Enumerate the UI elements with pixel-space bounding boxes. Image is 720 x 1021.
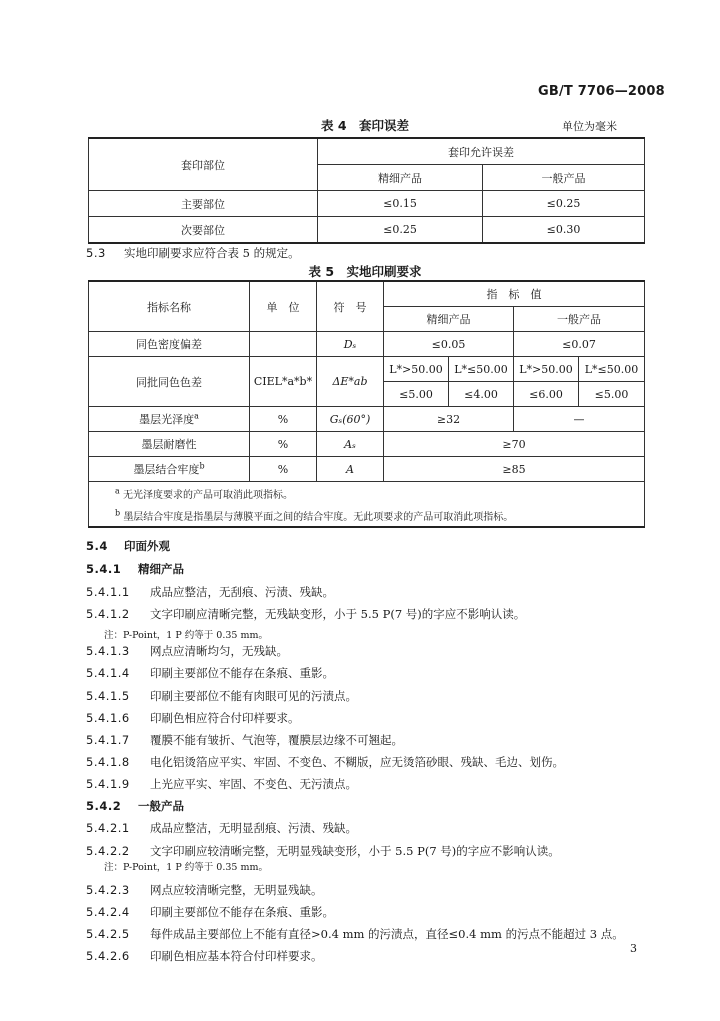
clause-number: 5.4.2 [86,799,122,813]
table4-cell: ≤0.25 [483,191,645,217]
clause-text: 覆膜不能有皱折、气泡等，覆膜层边缘不可翘起。 [150,733,403,747]
table5-cell: ≥70 [384,432,645,457]
clause-text: 精细产品 [138,562,184,576]
clause-text: 印刷色相应基本符合付印样要求。 [150,949,323,963]
table5-cell [317,432,384,457]
table4-header-part: 套印部位 [89,138,318,191]
clause-text: 印刷主要部位不能存在条痕、重影。 [150,666,334,680]
table5-cell [317,357,384,407]
table5-header-general: 一般产品 [514,307,645,332]
clause-item [86,665,334,681]
clause-item [86,882,323,898]
clause-item [86,926,624,942]
clause-number: 5.4.1.5 [86,689,130,703]
clause-text: 网点应较清晰完整，无明显残缺。 [150,883,323,897]
footnote-text: 墨层结合牢度是指墨层与薄膜平面之间的结合牢度。无此项要求的产品可取消此项指标。 [123,511,514,523]
clause-text: 一般产品 [138,799,184,813]
clause-item [86,904,334,920]
table5-cell: % [250,457,317,482]
clause-number: 5.4.2.2 [86,844,130,858]
table4-cell: ≤0.30 [483,217,645,244]
clause-number: 5.4.1.9 [86,777,130,791]
clause-number: 5.4.2.5 [86,927,130,941]
table4-cell: ≤0.25 [318,217,483,244]
clause-number: 5.4 [86,539,108,553]
table5-cell: ≥32 [384,407,514,432]
table-row [89,432,645,457]
table5-cell: 同批同色色差 [89,357,250,407]
table5-cell: L*>50.00 [514,357,579,382]
clause-item [86,754,564,770]
table4-header-general: 一般产品 [483,165,645,191]
clause-item [86,606,525,622]
clause-note: 注：P-Point，1 P 约等于 0.35 mm。 [104,630,268,641]
clause-number: 5.4.1.8 [86,755,130,769]
table5-cell: ≤5.00 [579,382,645,407]
clause-number: 5.4.1.3 [86,644,130,658]
table5 [88,280,645,528]
clause-note: 注：P-Point，1 P 约等于 0.35 mm。 [104,862,268,873]
table5-cell: ≤0.07 [514,332,645,357]
clause-text: 上光应平实、牢固、不变色、无污渍点。 [150,777,357,791]
page-number: 3 [630,942,637,955]
clause-text: 成品应整洁，无明显刮痕、污渍、残缺。 [150,821,357,835]
symbol-text: A [346,462,354,476]
table4-cell: ≤0.15 [318,191,483,217]
table5-cell: % [250,407,317,432]
symbol-text: Gₛ(60°) [329,412,371,426]
symbol-text: ΔE*ab [332,375,368,388]
clause-text: 印刷色相应符合付印样要求。 [150,711,300,725]
table5-cell [317,332,384,357]
footnote-mark: b [115,508,121,518]
table5-cell: 墨层耐磨性 [89,432,250,457]
symbol-text: Aₛ [344,437,356,451]
table5-header-value: 指 标 值 [384,281,645,307]
table4 [88,137,645,244]
clause-item [86,584,334,600]
clause-text: 印刷主要部位不能存在条痕、重影。 [150,905,334,919]
clause-item [86,538,170,554]
clause-number: 5.4.1.7 [86,733,130,747]
table5-footnote-a [89,482,645,505]
table5-cell [89,457,250,482]
clause-number: 5.4.1.1 [86,585,130,599]
table5-cell: 同色密度偏差 [89,332,250,357]
table4-cell: 次要部位 [89,217,318,244]
table-row [89,332,645,357]
table4-header-tolerance: 套印允许误差 [318,138,645,165]
table5-cell: L*≤50.00 [449,357,514,382]
clause-number: 5.4.2.6 [86,949,130,963]
clause-text: 成品应整洁，无刮痕、污渍、残缺。 [150,585,334,599]
table4-header-fine: 精细产品 [318,165,483,191]
clause-item [86,710,300,726]
clause-text: 印面外观 [124,539,170,553]
table-row [89,407,645,432]
standard-number: GB/T 7706—2008 [538,84,665,99]
table5-cell [250,332,317,357]
clause-text: 文字印刷应清晰完整，无残缺变形，小于 5.5 P(7 号)的字应不影响认读。 [150,607,526,621]
footnote-mark: a [194,411,199,421]
clause-item [86,798,184,814]
table5-header-fine: 精细产品 [384,307,514,332]
clause-text: 网点应清晰均匀，无残缺。 [150,644,288,658]
clause-5-3 [86,245,300,261]
cell-text: 墨层结合牢度 [133,463,200,476]
table-row [89,191,645,217]
table5-header-name: 指标名称 [89,281,250,332]
clause-number: 5.4.2.3 [86,883,130,897]
clause-number: 5.4.1.6 [86,711,130,725]
table5-cell: ≥85 [384,457,645,482]
clause-text: 电化铝烫箔应平实、牢固、不变色、不糊版，应无烫箔砂眼、残缺、毛边、划伤。 [150,755,564,769]
footnote-text: 无光泽度要求的产品可取消此项指标。 [122,489,293,501]
table5-cell: ≤0.05 [384,332,514,357]
table4-caption: 表 4 套印误差 [320,118,410,133]
clause-text: 文字印刷应较清晰完整，无明显残缺变形，小于 5.5 P(7 号)的字应不影响认读。 [150,844,560,858]
table5-cell: ≤6.00 [514,382,579,407]
table5-header-unit: 单 位 [250,281,317,332]
footnote-mark: b [199,461,205,471]
table5-footnote-b [89,504,645,527]
table5-cell: — [514,407,645,432]
clause-item [86,643,288,659]
symbol-text: Dₛ [343,337,357,351]
table5-caption: 表 5 实地印刷要求 [308,264,422,279]
table5-cell: L*≤50.00 [579,357,645,382]
table-row [89,457,645,482]
table5-cell [317,407,384,432]
table5-cell: % [250,432,317,457]
clause-item [86,948,323,964]
clause-item [86,561,184,577]
clause-text: 每件成品主要部位上不能有直径>0.4 mm 的污渍点，直径≤0.4 mm 的污点不能超过 3 点。 [150,927,624,941]
footnote-mark: a [115,486,120,496]
clause-text: 实地印刷要求应符合表 5 的规定。 [124,246,300,260]
table5-cell [317,457,384,482]
table-row [89,357,645,382]
table-row [89,217,645,244]
clause-number: 5.3 [86,246,106,260]
clause-number: 5.4.1 [86,562,122,576]
clause-number: 5.4.1.4 [86,666,130,680]
cell-text: 墨层光泽度 [139,413,195,426]
table4-unit: 单位为毫米 [562,120,617,133]
table5-cell [89,407,250,432]
clause-item [86,820,357,836]
clause-number: 5.4.2.4 [86,905,130,919]
table4-cell: 主要部位 [89,191,318,217]
clause-item [86,843,560,859]
table5-cell: L*>50.00 [384,357,449,382]
table5-cell: CIEL*a*b* [250,357,317,407]
table5-cell: ≤4.00 [449,382,514,407]
clause-item [86,776,357,792]
clause-item [86,688,357,704]
table5-cell: ≤5.00 [384,382,449,407]
clause-number: 5.4.2.1 [86,821,130,835]
clause-number: 5.4.1.2 [86,607,130,621]
table5-header-symbol: 符 号 [317,281,384,332]
clause-text: 印刷主要部位不能有肉眼可见的污渍点。 [150,689,357,703]
clause-item [86,732,403,748]
